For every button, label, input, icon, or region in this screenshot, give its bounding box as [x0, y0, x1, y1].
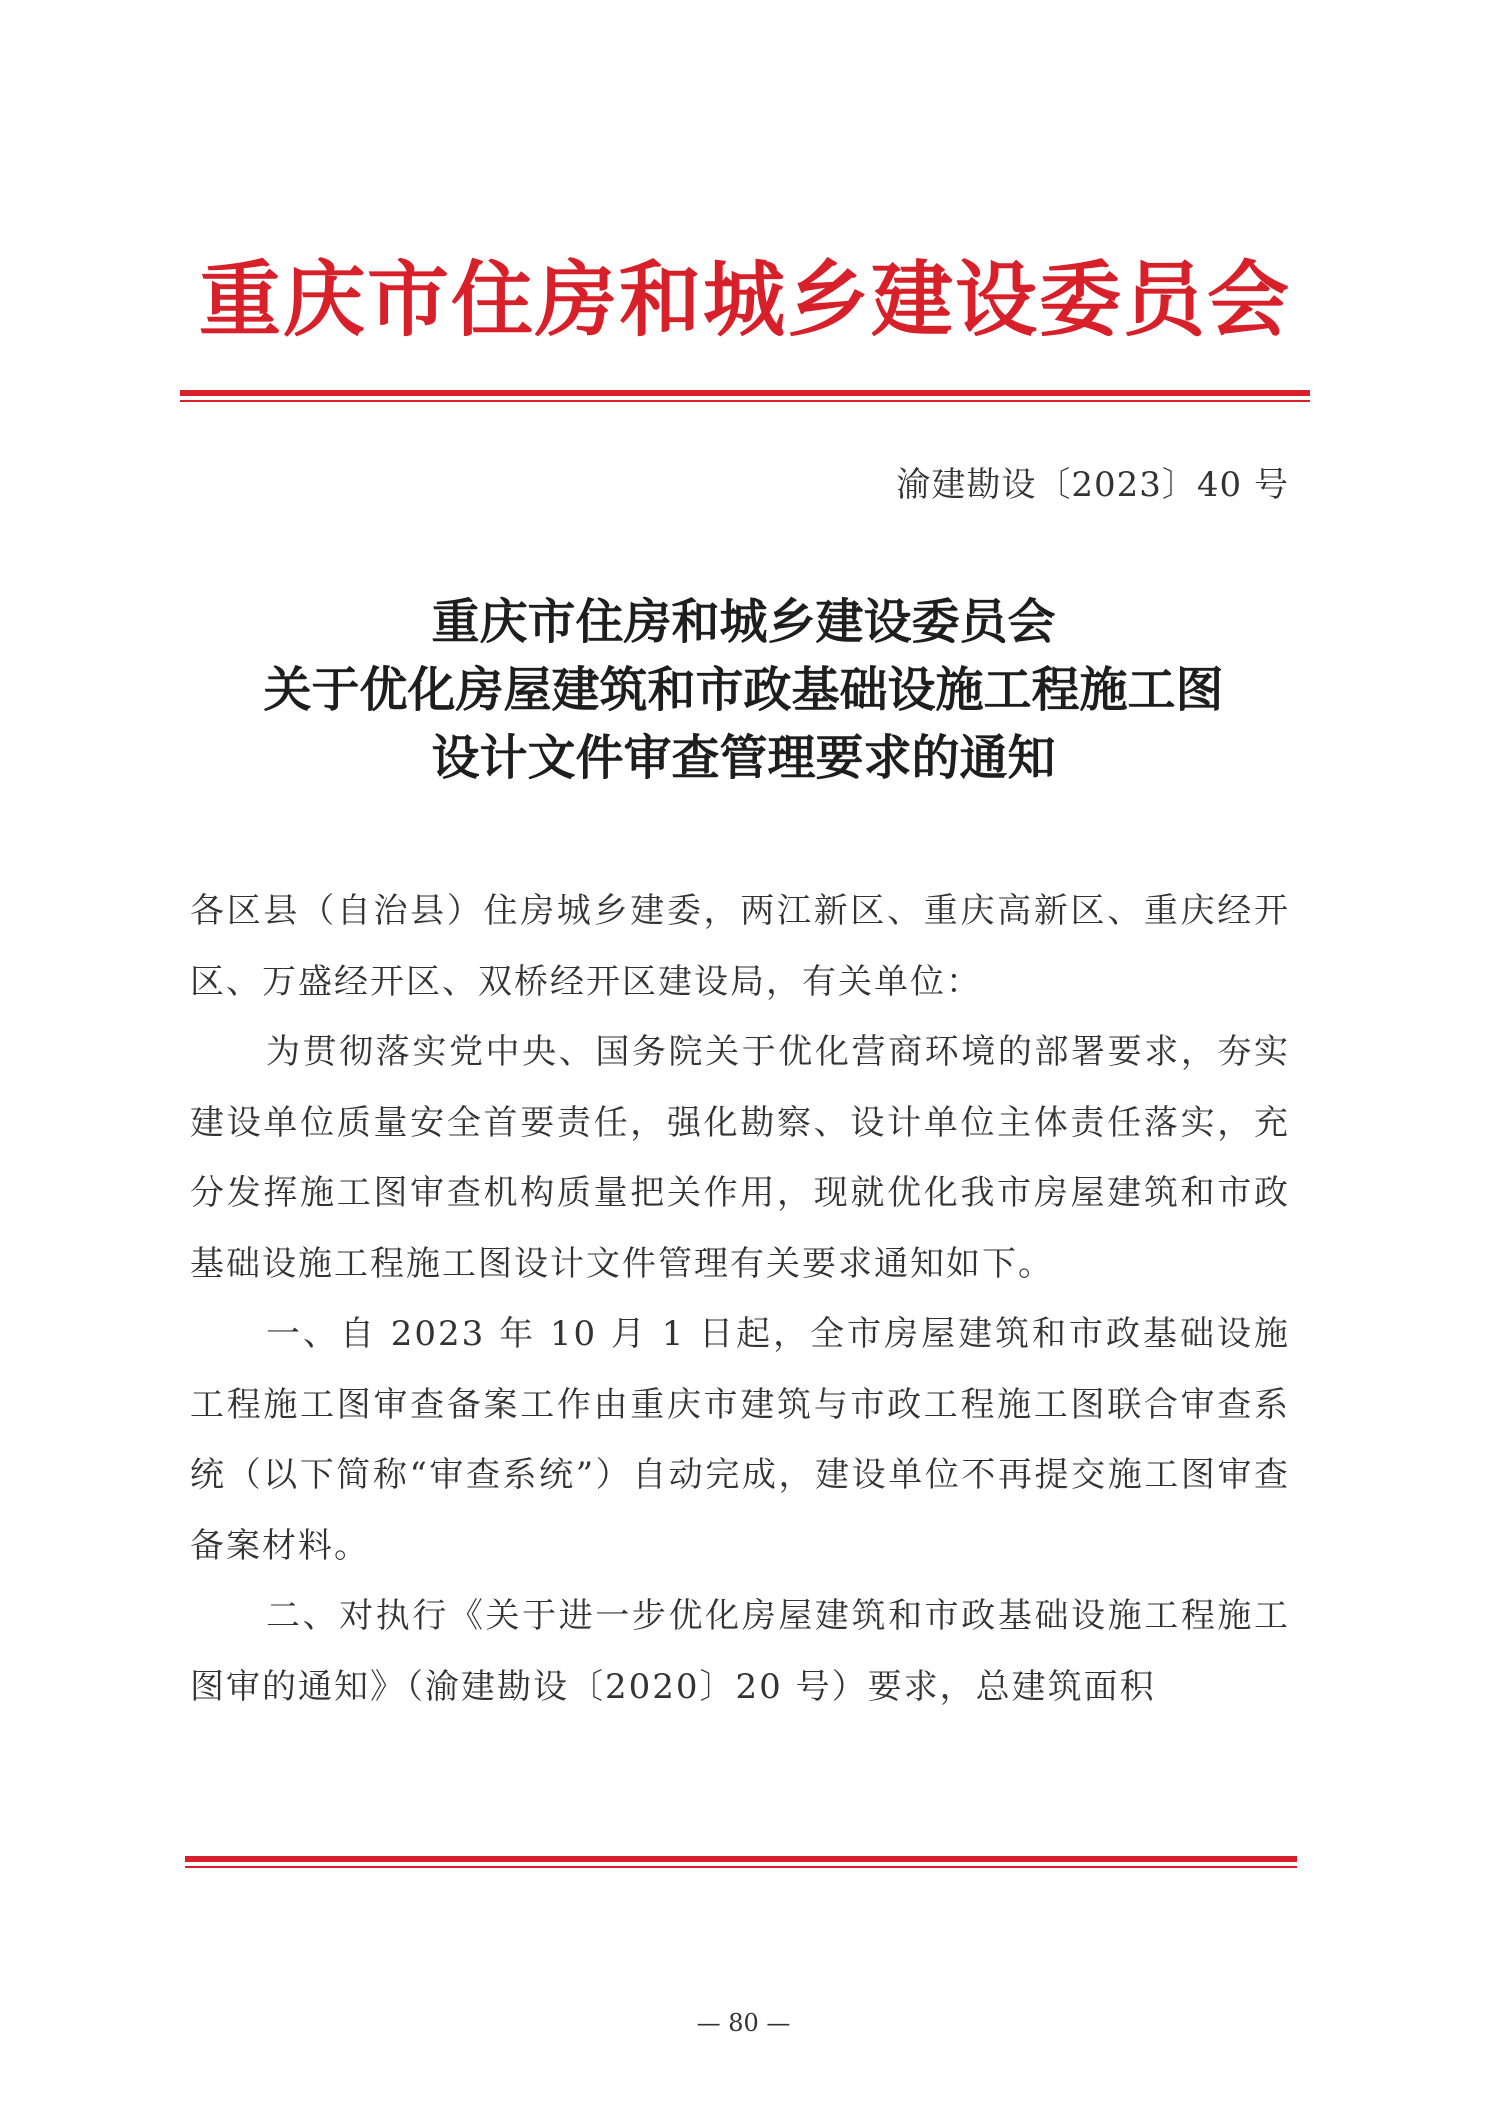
masthead-red-rule	[180, 390, 1310, 402]
title-line-1: 重庆市住房和城乡建设委员会	[431, 594, 1056, 650]
issuing-authority-masthead: 重庆市住房和城乡建设委员会	[198, 252, 1291, 348]
page-number: — 80 —	[696, 2009, 791, 2037]
document-body	[190, 876, 1290, 1722]
paragraph-intro: 为贯彻落实党中央、国务院关于优化营商环境的部署要求，夯实建设单位质量安全首要责任，强化勘察、设计单位主体责任落实，充分发挥施工图审查机构质量把关作用，现就优化我市房屋建筑和市政基础设施工程施工图设计文件管理有关要求通知如下。	[190, 1032, 1290, 1284]
document-title	[150, 588, 1337, 792]
addressee: 各区县（自治县）住房城乡建委，两江新区、重庆高新区、重庆经开区、万盛经开区、双桥经开区建设局，有关单位：	[190, 891, 1290, 1002]
title-line-2: 关于优化房屋建筑和市政基础设施工程施工图	[263, 662, 1224, 718]
footer-red-rule	[185, 1856, 1297, 1868]
paragraph-item-1: 一、自 2023 年 10 月 1 日起，全市房屋建筑和市政基础设施工程施工图审查备案工作由重庆市建筑与市政工程施工图联合审查系统（以下简称“审查系统”）自动完成，建设单位不再提交施工图审查备案材料。	[190, 1314, 1290, 1566]
document-number: 渝建勘设〔2023〕40 号	[896, 465, 1289, 505]
footer-rule-thin	[185, 1866, 1297, 1868]
paragraph-item-2: 二、对执行《关于进一步优化房屋建筑和市政基础设施工程施工图审的通知》（渝建勘设〔2020〕20 号）要求，总建筑面积	[190, 1596, 1290, 1707]
masthead-rule-thin	[180, 400, 1310, 402]
title-line-3: 设计文件审查管理要求的通知	[431, 730, 1056, 786]
